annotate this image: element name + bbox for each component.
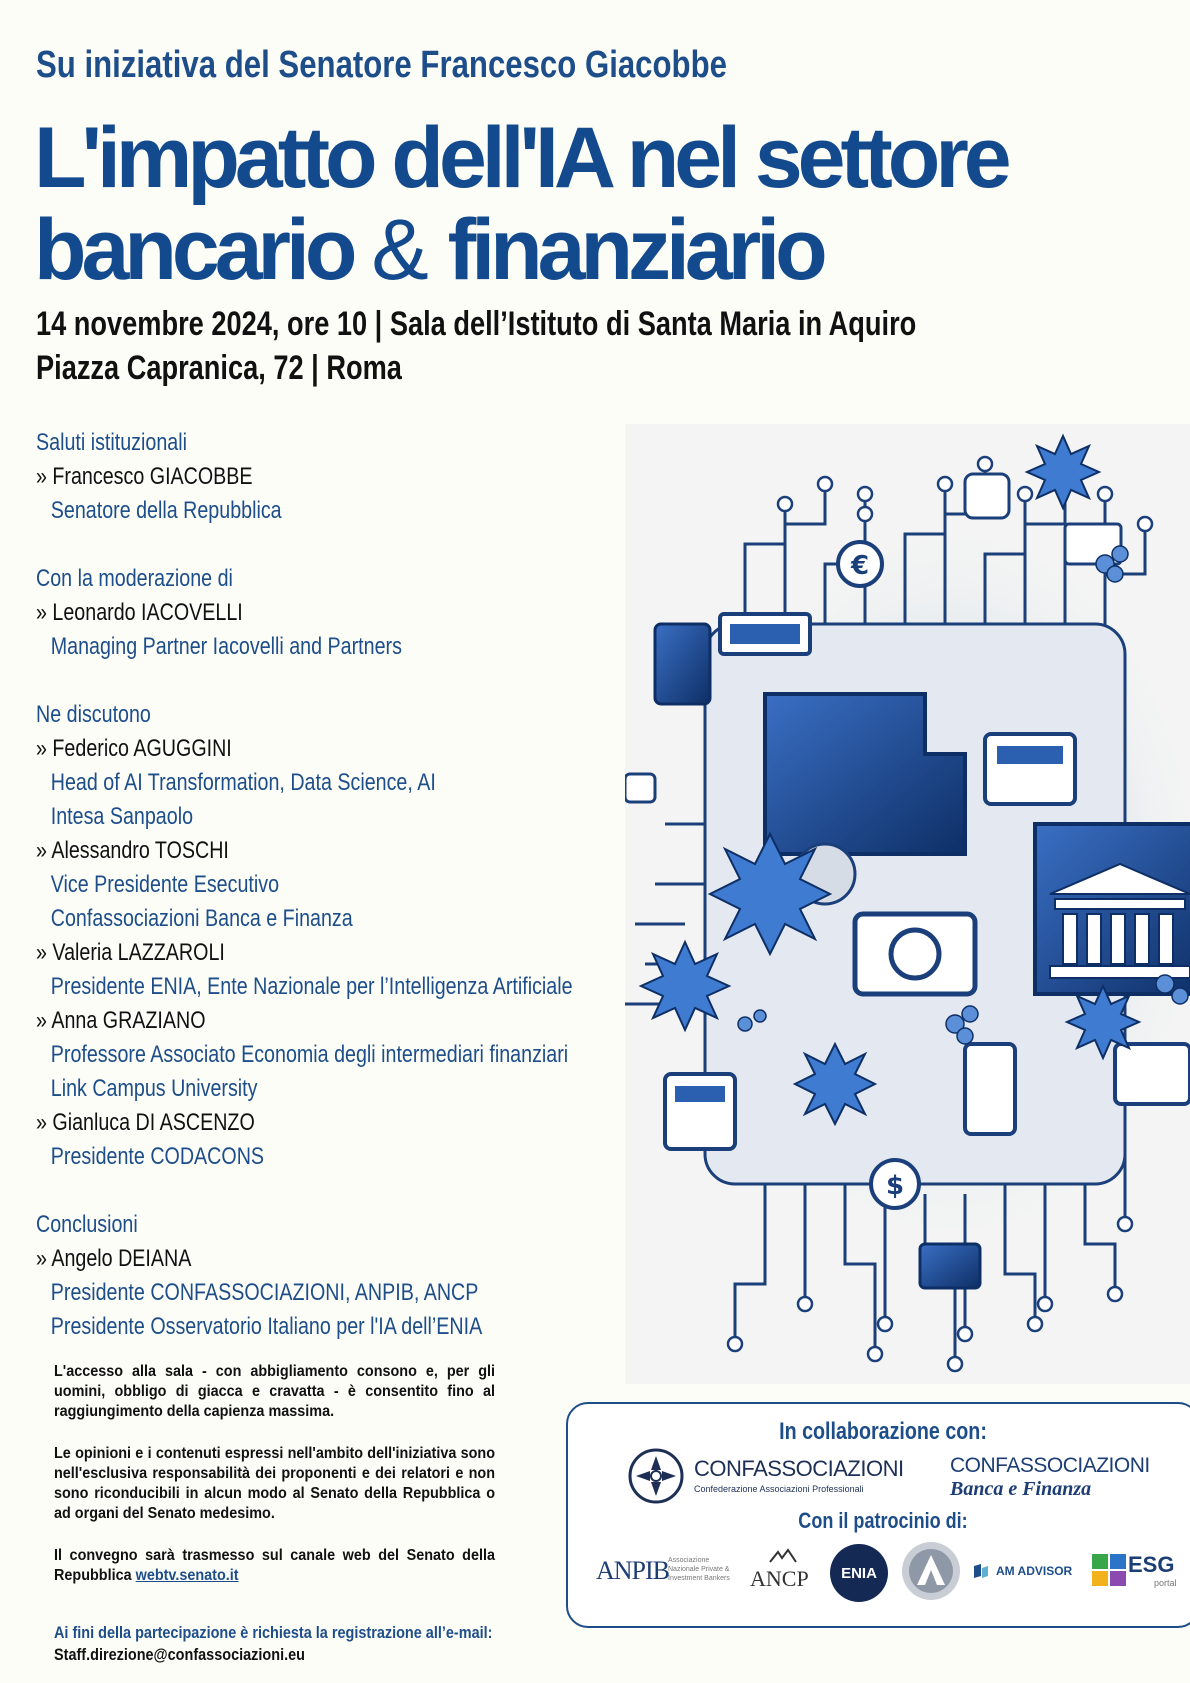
event-date: 14 novembre 2024, ore 10 | Sala dell’Istituto di Santa Maria in Aquiro (36, 305, 917, 343)
a-logo-icon (900, 1540, 962, 1602)
initiative-line: Su iniziativa del Senatore Francesco Giacobbe (36, 44, 727, 86)
speaker-role: Head of AI Transformation, Data Science, AI (50, 769, 436, 796)
ancp-logo: ANCP (750, 1566, 809, 1591)
speaker-role: Senatore della Repubblica (50, 497, 282, 524)
speaker-name: » Gianluca DI ASCENZO (36, 1109, 255, 1136)
esg-icon (1092, 1554, 1126, 1586)
section-heading: Saluti istituzionali (36, 429, 187, 456)
esg-logo: ESG (1128, 1552, 1175, 1577)
am-advisor-icon (972, 1562, 990, 1580)
webtv-link[interactable]: webtv.senato.it (135, 1567, 239, 1584)
patronage-title: Con il patrocinio di: (798, 1508, 968, 1533)
speaker-role: Presidente CONFASSOCIAZIONI, ANPIB, ANCP (50, 1279, 479, 1306)
svg-text:$: $ (885, 1171, 905, 1201)
confassociazioni-name: CONFASSOCIAZIONI (694, 1456, 904, 1481)
speaker-role: Professore Associato Economia degli intermediari finanziari (50, 1041, 569, 1068)
speaker-name: » Anna GRAZIANO (36, 1007, 206, 1034)
broadcast-note: Il convegno sarà trasmesso sul canale web del Senato della Repubblica webtv.senato.it (54, 1547, 495, 1584)
speaker-role: Presidente Osservatorio Italiano per l'IA dell’ENIA (50, 1313, 483, 1340)
confassociazioni-bf-name: CONFASSOCIAZIONI (950, 1454, 1150, 1477)
ancp-logo-icon (768, 1548, 798, 1566)
speaker-name: » Angelo DEIANA (36, 1245, 192, 1272)
am-advisor-logo: AM ADVISOR (996, 1564, 1073, 1578)
page-title (34, 112, 1007, 296)
enia-logo-text: ENIA (841, 1564, 877, 1582)
anpib-logo: ANPIB (596, 1556, 670, 1585)
section-heading: Ne discutono (36, 701, 151, 728)
speaker-role: Presidente ENIA, Ente Nazionale per l’Intelligenza Artificiale (50, 973, 573, 1000)
disclaimer-note: Le opinioni e i contenuti espressi nell'ambito dell'iniziativa sono nell'esclusiva responsabilità dei proponenti e dei relatori e non sono riconducibili in alcun modo al Senato della Repubblica o ad organi del Senato medesimo. (54, 1445, 495, 1522)
title-word-finanziario: finanziario (428, 202, 823, 298)
anpib-subtitle: Associazione Nazionale Private & Investment Bankers (668, 1557, 730, 1582)
confassociazioni-subtitle: Confederazione Associazioni Professionali (694, 1484, 864, 1494)
program (36, 426, 596, 1344)
speaker-name: » Francesco GIACOBBE (36, 463, 253, 490)
registration-question: Ai fini della partecipazione è richiesta la registrazione all’e-mail: (54, 1623, 493, 1642)
confassociazioni-logo (628, 1448, 684, 1504)
section-heading: Con la moderazione di (36, 565, 233, 592)
title-ampersand: & (371, 202, 429, 298)
esg-subtitle: portal (1154, 1578, 1177, 1588)
event-address: Piazza Capranica, 72 | Roma (36, 349, 402, 387)
svg-text:€: € (850, 551, 870, 581)
speaker-name: » Valeria LAZZAROLI (36, 939, 225, 966)
speaker-name: » Federico AGUGGINI (36, 735, 232, 762)
collaboration-title: In collaborazione con: (779, 1418, 987, 1445)
speaker-role: Confassociazioni Banca e Finanza (50, 905, 353, 932)
registration-email[interactable]: Staff.direzione@confassociazioni.eu (54, 1645, 305, 1664)
collaboration-box (566, 1402, 1190, 1628)
confassociazioni-bf-subtitle: Banca e Finanza (950, 1478, 1092, 1500)
speaker-role: Presidente CODACONS (50, 1143, 265, 1170)
speaker-role: Managing Partner Iacovelli and Partners (50, 633, 402, 660)
speaker-name: » Alessandro TOSCHI (36, 837, 229, 864)
title-line-1: L'impatto dell'IA nel settore (34, 110, 1007, 206)
speaker-name: » Leonardo IACOVELLI (36, 599, 243, 626)
registration (54, 1622, 492, 1666)
access-note: L'accesso alla sala - con abbigliamento consono e, per gli uomini, obbligo di giacca e cravatta - è consentito fino al raggiungimento della capienza massima. (54, 1363, 495, 1420)
speaker-role: Vice Presidente Esecutivo (50, 871, 280, 898)
event-date-location (36, 302, 916, 390)
notes (54, 1362, 495, 1608)
title-word-bancario: bancario (34, 202, 372, 298)
ai-circuit-illustration (625, 424, 1190, 1384)
speaker-role: Link Campus University (50, 1075, 258, 1102)
speaker-role: Intesa Sanpaolo (50, 803, 194, 830)
section-heading: Conclusioni (36, 1211, 138, 1238)
title-line-2 (34, 204, 1007, 296)
enia-logo (830, 1544, 888, 1602)
